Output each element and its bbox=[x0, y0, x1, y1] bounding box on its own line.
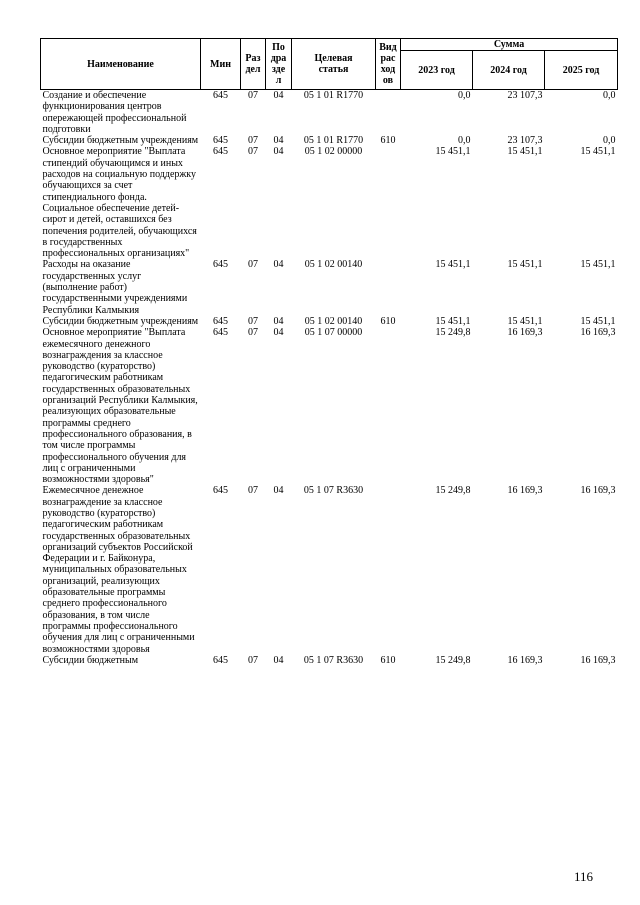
cell-2023: 15 249,8 bbox=[435, 327, 471, 339]
cell-target: 05 1 07 R3630 bbox=[303, 654, 364, 666]
cell-2024: 16 169,3 bbox=[507, 327, 543, 339]
table-row bbox=[41, 146, 618, 259]
cell-2025: 0,0 bbox=[603, 90, 616, 101]
cell-razdel: 07 bbox=[248, 315, 258, 327]
cell-2025: 0,0 bbox=[603, 135, 616, 147]
cell-2024: 16 169,3 bbox=[507, 485, 543, 497]
cell-2025: 16 169,3 bbox=[580, 485, 616, 497]
cell-vid: 610 bbox=[380, 654, 396, 666]
cell-2025: 15 451,1 bbox=[580, 315, 616, 327]
cell-2023: 15 451,1 bbox=[435, 259, 471, 271]
cell-name: Основное мероприятие "Выплата стипендий обучающимся и иных расходов на социальную поддержку обучающихся за счет стипендиального фонда. Социальное обеспечение детей-сирот и детей, оставшихся без попечения родителей, обучающихся в государственных профессиональных организациях" bbox=[42, 146, 197, 260]
cell-podrazdel: 04 bbox=[273, 146, 284, 158]
cell-vid bbox=[376, 90, 401, 136]
cell-min: 645 bbox=[213, 315, 228, 327]
cell-vid: 610 bbox=[380, 135, 396, 147]
cell-vid bbox=[376, 259, 401, 315]
cell-name: Создание и обеспечение функционирования центров опережающей профессиональной подготовки bbox=[42, 90, 187, 135]
table-row bbox=[41, 655, 618, 666]
cell-target: 05 1 02 00140 bbox=[304, 315, 363, 327]
cell-razdel: 07 bbox=[248, 90, 258, 101]
cell-vid bbox=[376, 146, 401, 259]
cell-2024: 15 451,1 bbox=[507, 259, 543, 271]
table-row bbox=[41, 135, 618, 146]
table-header bbox=[41, 39, 618, 90]
header-2023: 2023 год bbox=[401, 51, 473, 90]
cell-podrazdel: 04 bbox=[273, 259, 284, 271]
cell-min: 645 bbox=[213, 327, 228, 339]
header-min: Мин bbox=[201, 39, 241, 90]
cell-target: 05 1 02 00140 bbox=[304, 259, 363, 271]
cell-razdel: 07 bbox=[248, 259, 258, 271]
page-number: 116 bbox=[574, 869, 594, 884]
cell-name: Расходы на оказание государственных услуг (выполнение работ) государственными учреждениями Республики Калмыкия bbox=[42, 259, 188, 316]
budget-table bbox=[40, 38, 618, 666]
cell-name: Субсидии бюджетным учреждениям bbox=[42, 135, 199, 147]
cell-name: Ежемесячное денежное вознаграждение за классное руководство (кураторство) педагогическим работникам государственных образовательных организаций субъектов Российской Федерации и г. Байконура, муниципальных образовательных организаций, реализующих образовательные программы среднего профессионального образования, в том числе программы профессионального обучения для лиц с ограниченными возможностями здоровья bbox=[42, 485, 195, 655]
header-target: Целевая статья bbox=[292, 39, 376, 90]
header-sum: Сумма bbox=[401, 39, 618, 51]
cell-2023: 15 249,8 bbox=[435, 654, 471, 666]
cell-razdel: 07 bbox=[248, 485, 258, 497]
header-razdel: Раз дел bbox=[241, 39, 266, 90]
cell-2023: 15 451,1 bbox=[435, 146, 471, 158]
cell-target: 05 1 01 R1770 bbox=[303, 90, 364, 101]
cell-2023: 0,0 bbox=[458, 90, 471, 101]
table-row bbox=[41, 485, 618, 654]
table-row bbox=[41, 327, 618, 485]
cell-target: 05 1 01 R1770 bbox=[303, 135, 364, 147]
cell-target: 05 1 07 00000 bbox=[304, 327, 363, 339]
cell-podrazdel: 04 bbox=[273, 90, 284, 101]
cell-target: 05 1 07 R3630 bbox=[303, 485, 364, 497]
cell-razdel: 07 bbox=[248, 146, 258, 158]
cell-name: Субсидии бюджетным bbox=[42, 654, 139, 666]
cell-name: Субсидии бюджетным учреждениям bbox=[42, 315, 199, 327]
cell-podrazdel: 04 bbox=[273, 327, 284, 339]
cell-2023: 15 249,8 bbox=[435, 485, 471, 497]
cell-vid: 610 bbox=[380, 315, 396, 327]
header-2025: 2025 год bbox=[545, 51, 618, 90]
cell-min: 645 bbox=[213, 146, 228, 158]
cell-2025: 16 169,3 bbox=[580, 327, 616, 339]
cell-2024: 15 451,1 bbox=[507, 146, 543, 158]
cell-2025: 16 169,3 bbox=[580, 654, 616, 666]
cell-razdel: 07 bbox=[248, 135, 258, 147]
cell-vid bbox=[376, 485, 401, 654]
cell-podrazdel: 04 bbox=[273, 315, 284, 327]
cell-2024: 16 169,3 bbox=[507, 654, 543, 666]
cell-2024: 23 107,3 bbox=[507, 90, 543, 101]
cell-min: 645 bbox=[213, 135, 228, 147]
cell-razdel: 07 bbox=[248, 654, 258, 666]
cell-podrazdel: 04 bbox=[273, 654, 284, 666]
cell-name: Основное мероприятие "Выплата ежемесячного денежного вознаграждения за классное руководство (кураторство) педагогическим работникам государственных образовательных организаций Республики Калмыкия, реализующих образовательные программы среднего профессионального образования, в том числе программы профессионального обучения для лиц с ограниченными возможностями здоровья" bbox=[42, 327, 198, 486]
cell-min: 645 bbox=[213, 90, 228, 101]
cell-razdel: 07 bbox=[248, 327, 258, 339]
header-2024: 2024 год bbox=[473, 51, 545, 90]
table-row bbox=[41, 259, 618, 315]
header-podrazdel: По дра зде л bbox=[266, 39, 292, 90]
cell-2023: 15 451,1 bbox=[435, 315, 471, 327]
cell-min: 645 bbox=[213, 485, 228, 497]
cell-target: 05 1 02 00000 bbox=[304, 146, 363, 158]
cell-2025: 15 451,1 bbox=[580, 146, 616, 158]
cell-podrazdel: 04 bbox=[273, 135, 284, 147]
table-body bbox=[41, 90, 618, 667]
cell-2024: 15 451,1 bbox=[507, 315, 543, 327]
cell-2025: 15 451,1 bbox=[580, 259, 616, 271]
cell-vid bbox=[376, 327, 401, 485]
table-row bbox=[41, 90, 618, 136]
cell-2024: 23 107,3 bbox=[507, 135, 543, 147]
header-vid: Вид рас ход ов bbox=[376, 39, 401, 90]
cell-2023: 0,0 bbox=[458, 135, 471, 147]
header-name: Наименование bbox=[41, 39, 201, 90]
cell-podrazdel: 04 bbox=[273, 485, 284, 497]
cell-min: 645 bbox=[213, 259, 228, 271]
cell-min: 645 bbox=[213, 654, 228, 666]
table-row bbox=[41, 316, 618, 327]
